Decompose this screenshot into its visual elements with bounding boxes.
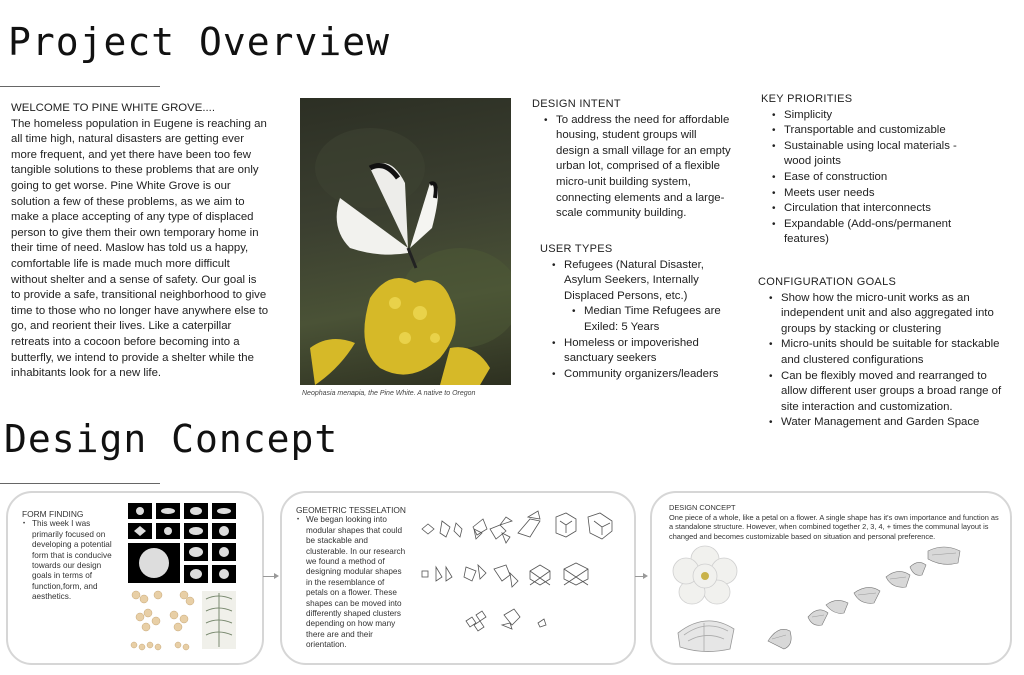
micro-unit-render <box>674 611 738 655</box>
flow-arrow-head <box>643 573 648 579</box>
design-concept-body: One piece of a whole, like a petal on a flower. A single shape has it's own importance and function as a standalone structure. However, when combined together 2, 3, 4, + times the communal layout is changed and becomes customizable based on situation and personal preference. <box>669 512 999 541</box>
form-finding-body: • This week I was primarily focused on developing a potential form that is conducive towards our design goals in terms of function,form, and aesthetics. <box>22 519 118 602</box>
title-divider <box>0 86 160 87</box>
configuration-goals-heading: CONFIGURATION GOALS <box>758 276 897 288</box>
priority-item: • Expandable (Add-ons/permanent features) <box>770 217 981 248</box>
form-finding-text <box>22 509 118 603</box>
key-priorities-heading: KEY PRIORITIES <box>761 93 853 105</box>
user-types-section <box>540 242 722 382</box>
priority-item: • Circulation that interconnects <box>770 201 981 217</box>
white-flower-image <box>672 545 738 607</box>
user-types-heading: USER TYPES <box>540 243 613 255</box>
welcome-body: The homeless population in Eugene is reaching an all time high, natural disasters are getting ever more frequent, and yet there have been too few tangible solutions to these problems that are only going to get worse. Pine White Grove is our solution a few of these problems, as we aim to make a place accepting of any type of displaced person to give them their own temporary home in their time of need. Maslow has told us a happy, comfortable life is made much more difficult without shelter and a sense of safety. Our goal is to provide a safe, transitional neighborhood to give time to those who no longer have anywhere else to go, and reorient their lives. Like a caterpillar retreats into a cocoon before becoming into a butterfly, we intend to provide a shelter while the inhabitants look for a new life. <box>11 117 269 380</box>
design-concept-title: Design Concept <box>4 417 339 461</box>
form-studies-image <box>128 503 240 653</box>
design-concept-text <box>669 503 999 541</box>
design-concept-card <box>650 491 1012 665</box>
design-intent-section <box>532 97 732 222</box>
priority-item: • Transportable and customizable <box>770 123 981 139</box>
priority-item: • Simplicity <box>770 108 981 124</box>
config-goal-item: • Can be flexibly moved and rearranged to allow different user groups a broad range of site interaction and customization. <box>767 369 1012 416</box>
welcome-section <box>11 101 269 382</box>
priority-item: • Ease of construction <box>770 170 981 186</box>
priority-item: • Sustainable using local materials - wood joints <box>770 139 981 170</box>
photo-caption: Neophasia menapia, the Pine White. A native to Oregon <box>302 390 476 397</box>
user-type-subitem: • Median Time Refugees are Exiled: 5 Years <box>570 304 722 335</box>
tesselation-heading: GEOMETRIC TESSELATION <box>296 505 406 515</box>
user-type-item: • Homeless or impoverished sanctuary seekers <box>550 336 722 367</box>
project-overview-title: Project Overview <box>8 20 391 64</box>
flow-arrow-head <box>274 573 279 579</box>
design-intent-item: • To address the need for affordable housing, student groups will design a small village for an empty urban lot, comprised of a flexible micro-unit building system, connecting elements and a large-scale community building. <box>542 113 732 222</box>
user-type-item: • Community organizers/leaders <box>550 367 722 383</box>
pine-white-butterfly-photo <box>300 98 511 385</box>
priority-item: • Meets user needs <box>770 186 981 202</box>
concept-divider <box>0 483 160 484</box>
form-finding-card <box>6 491 264 665</box>
geometric-tesselation-card <box>280 491 636 665</box>
form-finding-heading: FORM FINDING <box>22 509 84 519</box>
configuration-goals-section <box>758 275 1012 431</box>
config-goal-item: • Micro-units should be suitable for stackable and clustered configurations <box>767 337 1012 368</box>
user-type-item: • Refugees (Natural Disaster, Asylum Seekers, Internally Displaced Persons, etc.) <box>550 258 722 305</box>
welcome-heading: WELCOME TO PINE WHITE GROVE.... <box>11 102 216 114</box>
tesselation-diagrams <box>418 507 624 647</box>
design-intent-heading: DESIGN INTENT <box>532 98 621 110</box>
tesselation-text <box>296 505 408 651</box>
key-priorities-section <box>761 92 981 248</box>
tesselation-body: • We began looking into modular shapes that could be stackable and clusterable. In our research we found a method of designing modular shapes in the resemblance of petals on a flower. These shapes can be moved into differently shaped clusters depending on how many there are and their orientation. <box>296 515 408 650</box>
design-concept-heading: DESIGN CONCEPT <box>669 503 736 512</box>
config-goal-item: • Show how the micro-unit works as an independent unit and also aggregated into groups by stacking or clustering <box>767 291 1012 338</box>
aggregation-sequence-diagram <box>762 545 1002 655</box>
config-goal-item: • Water Management and Garden Space <box>767 415 1012 431</box>
